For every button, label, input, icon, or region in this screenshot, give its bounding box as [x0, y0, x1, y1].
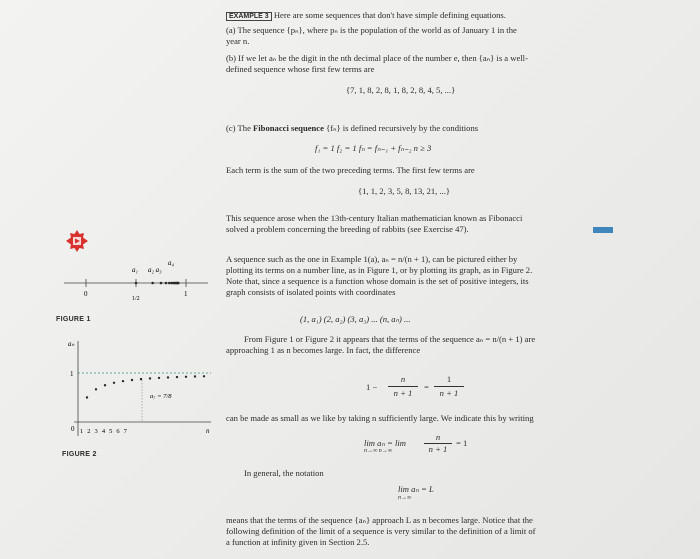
lim1-left: lim aₙ = lim [364, 438, 406, 448]
end-of-example-marker [593, 227, 613, 233]
diff-num2: 1 [446, 374, 452, 384]
fig1-point [151, 282, 154, 285]
difference-equation [366, 374, 476, 402]
diff-den2: n + 1 [439, 388, 459, 398]
margin-note-icon [66, 230, 88, 252]
body-p2-line1: From Figure 1 or Figure 2 it appears that the terms of the sequence aₙ = n/(n + 1) are [244, 334, 536, 344]
example-heading [226, 10, 506, 22]
fig1-point [160, 282, 163, 285]
diff-fraction-bar1 [388, 386, 418, 387]
figure-1-label: FIGURE 1 [56, 316, 91, 323]
body-p1-line4: graph consists of isolated points with coordinates [226, 287, 396, 297]
example-a-line1: (a) The sequence {pₙ}, where pₙ is the population of the world as of January 1 in the [226, 25, 517, 35]
fibonacci-history-line1: This sequence arose when the 13th-century Italian mathematician known as Fibonacci [226, 213, 523, 223]
fig2-point [149, 377, 151, 379]
fig2-point [122, 380, 124, 382]
fig2-n-label: n [206, 427, 210, 435]
fig1-point [177, 282, 180, 285]
fibonacci-history-line2: solved a problem concerning the breeding of rabbits (see Exercise 47). [226, 224, 469, 234]
lim2-subscript: n→∞ [398, 495, 412, 501]
fig2-point [95, 388, 97, 390]
fig1-point [165, 282, 168, 285]
fig2-points [86, 375, 205, 399]
limit-equation-2 [398, 484, 458, 506]
figure-2-graph [56, 336, 216, 442]
diff-fraction-bar2 [434, 386, 464, 387]
fig1-label-a4: a₄ [168, 259, 174, 267]
body-p4: In general, the notation [244, 468, 324, 478]
diff-den1: n + 1 [393, 388, 413, 398]
lim1-right: = 1 [456, 438, 468, 448]
fig2-point [167, 376, 169, 378]
diff-equals: = [424, 382, 429, 392]
example-c-line [226, 123, 478, 134]
fig2-point [113, 382, 115, 384]
fig2-point [86, 396, 88, 398]
fibonacci-sequence: {1, 1, 2, 3, 5, 8, 13, 21, ...} [358, 186, 451, 196]
fig2-point [185, 376, 187, 378]
fig2-point [104, 384, 106, 386]
body-p2-line2: approaching 1 as n becomes large. In fact, the difference [226, 345, 421, 355]
red-gear-icon [66, 230, 88, 252]
lim1-subscript: n→∞ n→∞ [364, 448, 393, 454]
example-intro: Here are some sequences that don't have simple defining equations. [273, 10, 506, 20]
fig2-point [158, 377, 160, 379]
figure-2-label: FIGURE 2 [62, 451, 97, 458]
fig1-point [168, 282, 171, 285]
figure-1-svg [56, 255, 211, 310]
coordinate-points: (1, a₁) (2, a₂) (3, a₃) ... (n, aₙ) ... [300, 314, 411, 324]
fibonacci-term: Fibonacci sequence [253, 123, 324, 133]
fig2-point [194, 375, 196, 377]
fig2-point [176, 376, 178, 378]
fig1-tick-label-half: 1/2 [132, 296, 140, 302]
e-digit-sequence: {7, 1, 8, 2, 8, 1, 8, 2, 8, 4, 5, ...} [346, 85, 456, 95]
fig2-point [203, 375, 205, 377]
limit-equation-1 [364, 432, 474, 462]
example-c-prefix: (c) The [226, 123, 254, 133]
fig2-x-ticks: 1 2 3 4 5 6 7 [80, 428, 129, 435]
fig1-label-a1: a₁ [132, 266, 138, 274]
example-b-line2: defined sequence whose first few terms are [226, 64, 375, 74]
body-p1-line2: plotting its terms on a number line, as in Figure 1, or by plotting its graph, as in Figure 2. [226, 265, 533, 275]
example-c-rest: {fₙ} is defined recursively by the conditions [323, 123, 479, 133]
body-p3: can be made as small as we like by taking n sufficiently large. We indicate this by writing [226, 413, 534, 423]
fig2-a7-label: a₇ = 7/8 [150, 393, 172, 400]
fibonacci-conditions: f₁ = 1 f₂ = 1 fₙ = fₙ₋₁ + fₙ₋₂ n ≥ 3 [315, 143, 432, 153]
lim2: lim aₙ = L [398, 484, 434, 494]
lim1-den: n + 1 [428, 444, 448, 454]
example-a-line2: year n. [226, 36, 250, 46]
fig1-tick-label-0: 0 [84, 290, 88, 298]
diff-lhs: 1 − [366, 382, 378, 392]
figure-1-number-line [56, 255, 211, 310]
fig2-y-axis-label: aₙ [68, 340, 75, 348]
fig1-point [135, 282, 138, 285]
example-b-line1: (b) If we let aₙ be the digit in the nth decimal place of the number e, then {aₙ} is a well- [226, 53, 528, 63]
example-badge: EXAMPLE 3 [226, 12, 272, 21]
body-p5-line2: following definition of the limit of a sequence is very similar to the definition of a limit of [226, 526, 536, 536]
fig2-point [140, 378, 142, 380]
lim1-num: n [435, 432, 441, 442]
diff-num1: n [400, 374, 406, 384]
body-p1-line1: A sequence such as the one in Example 1(a), aₙ = n/(n + 1), can be pictured either by [226, 254, 518, 264]
fig1-label-a2a3: a₂ a₃ [148, 266, 162, 274]
fig2-point [131, 379, 133, 381]
fibonacci-each-term: Each term is the sum of the two preceding terms. The first few terms are [226, 165, 475, 175]
body-p1-line3: Note that, since a sequence is a function whose domain is the set of positive integers, its [226, 276, 529, 286]
fig2-one-label: 1 [70, 370, 74, 378]
fig2-zero-label: 0 [71, 425, 75, 433]
figure-2-svg [56, 336, 216, 442]
fig1-tick-label-1: 1 [184, 290, 188, 298]
body-p5-line1: means that the terms of the sequence {aₙ} approach L as n becomes large. Notice that the [226, 515, 533, 525]
blue-bar [593, 227, 613, 233]
body-p5-line3: a function at infinity given in Section 2.5. [226, 537, 370, 547]
